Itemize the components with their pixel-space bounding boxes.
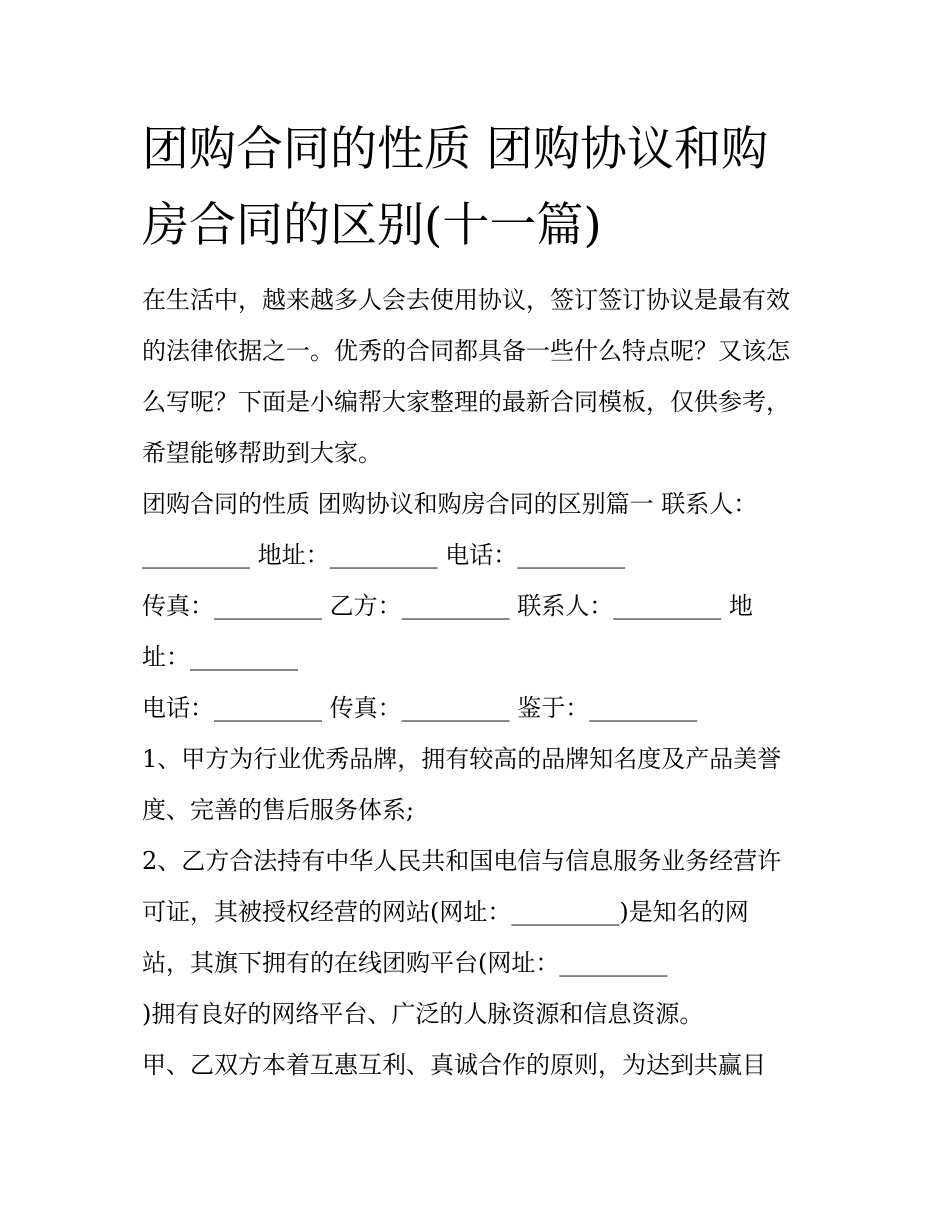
title-line: 房合同的区别(十一篇)	[142, 198, 602, 253]
clause-2-line: 站，其旗下拥有的在线团购平台(网址：_________	[142, 949, 668, 977]
section-heading-line: 团购合同的性质 团购协议和购房合同的区别篇一 联系人：	[142, 490, 758, 518]
party-info-line: 传真：_________ 乙方：_________ 联系人：_________ 地	[142, 592, 753, 620]
intro-line: 希望能够帮助到大家。	[142, 439, 382, 467]
intro-line: 的法律依据之一。优秀的合同都具备一些什么特点呢？又该怎	[142, 337, 790, 365]
title-line: 团购合同的性质 团购协议和购	[142, 122, 768, 177]
clause-1-line: 度、完善的售后服务体系;	[142, 796, 415, 824]
clause-2-line: 2、乙方合法持有中华人民共和国电信与信息服务业务经营许	[142, 847, 782, 875]
principle-line: 甲、乙双方本着互惠互利、真诚合作的原则，为达到共赢目	[142, 1051, 766, 1079]
clause-1-line: 1、甲方为行业优秀品牌，拥有较高的品牌知名度及产品美誉	[142, 745, 782, 773]
intro-line: 么写呢？下面是小编帮大家整理的最新合同模板，仅供参考，	[142, 388, 790, 416]
intro-line: 在生活中，越来越多人会去使用协议，签订签订协议是最有效	[142, 286, 790, 314]
party-info-line: 电话：_________ 传真：_________ 鉴于：_________	[142, 694, 698, 722]
party-info-line: _________ 地址：_________ 电话：_________	[142, 541, 626, 569]
clause-2-line: )拥有良好的网络平台、广泛的人脉资源和信息资源。	[142, 1000, 704, 1028]
document-title	[142, 112, 832, 264]
party-info-line: 址：_________	[142, 643, 298, 671]
clause-2-line: 可证，其被授权经营的网站(网址：_________)是知名的网	[142, 898, 749, 926]
